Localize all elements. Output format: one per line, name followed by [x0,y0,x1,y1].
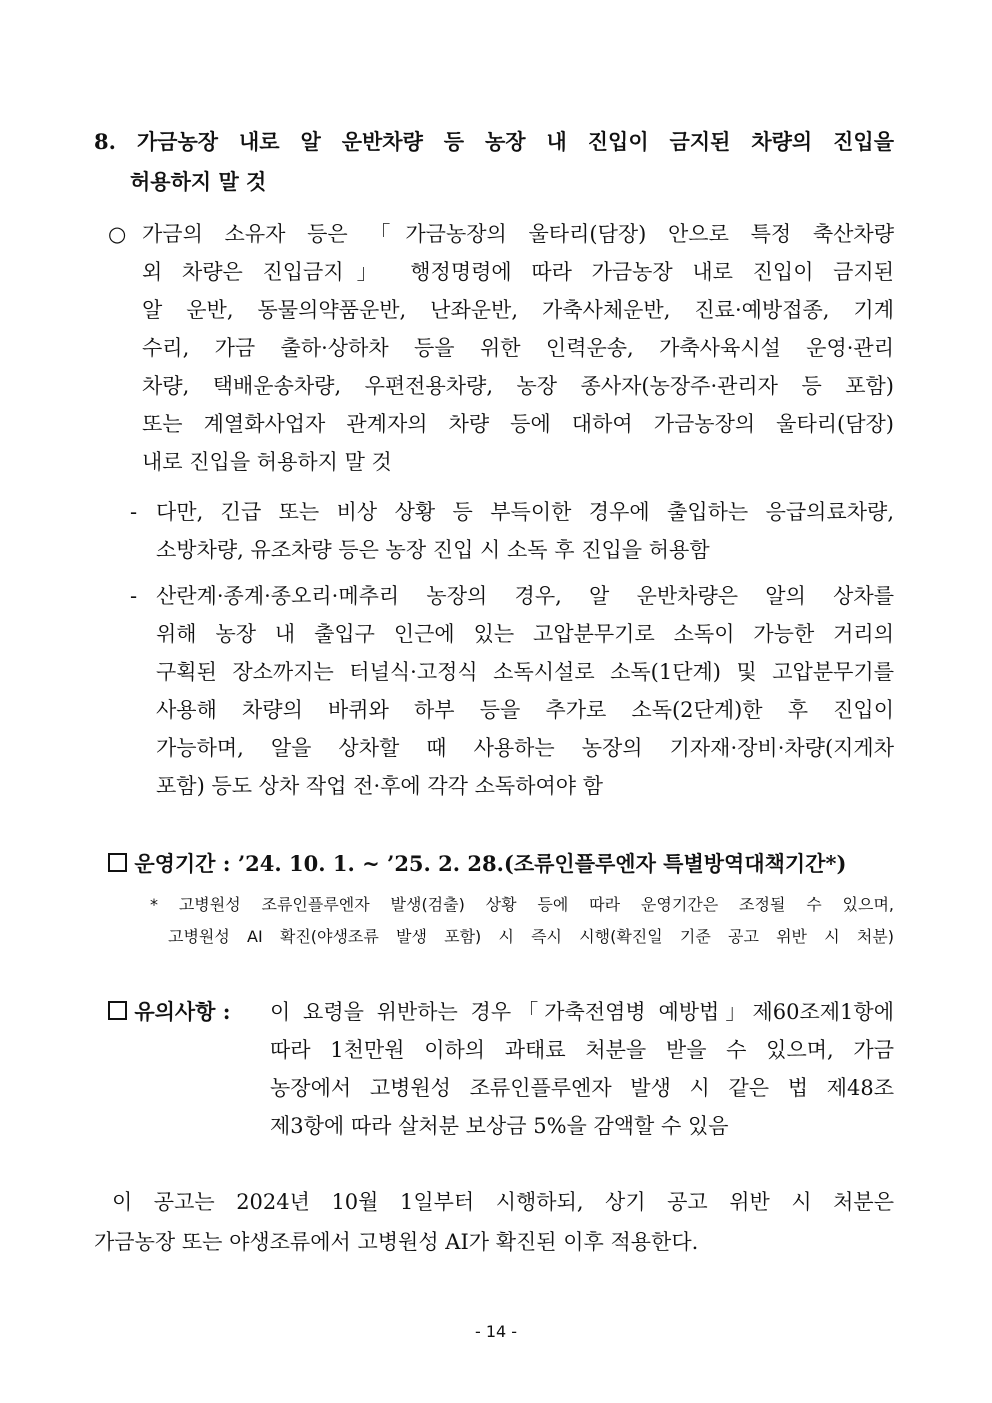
dash1-line: 다만, 긴급 또는 비상 상황 등 부득이한 경우에 출입하는 응급의료차량, [156,500,894,524]
period-value: ’24. 10. 1. ~ ’25. 2. 28.(조류인플루엔자 특별방역대책기간*) [237,851,847,876]
period-note-line1: * 고병원성 조류인플루엔자 발생(검출) 상황 등에 따라 운영기간은 조정될 수 있으며, [150,895,894,914]
closing-line2: 가금농장 또는 야생조류에서 고병원성 AI가 확진된 이후 적용한다. [94,1230,699,1254]
checkbox-square-icon [108,1001,127,1020]
bullet-line: 외 차량은 진입금지」 행정명령에 따라 가금농장 내로 진입이 금지된 [142,260,894,284]
dash1-line: 소방차량, 유조차량 등은 농장 진입 시 소독 후 진입을 허용함 [156,538,710,562]
bullet-line: 내로 진입을 허용하지 말 것 [142,450,392,474]
section-heading [94,128,894,156]
dash2-line: 산란계·종계·종오리·메추리 농장의 경우, 알 운반차량은 알의 상차를 [156,584,894,608]
section-number: 8. [94,129,116,154]
page-number: - 14 - [474,1322,518,1341]
period-label: 운영기간 [134,851,216,876]
bullet-line: 차량, 택배운송차량, 우편전용차량, 농장 종사자(농장주·관리자 등 포함) [142,374,894,398]
bullet-line: 수리, 가금 출하·상하차 등을 위한 인력운송, 가축사육시설 운영·관리 [142,336,894,360]
caution-label: 유의사항 [134,999,216,1024]
dash2-line: 구획된 장소까지는 터널식·고정식 소독시설로 소독(1단계) 및 고압분무기를 [156,660,894,684]
period-note-line2: 고병원성 AI 확진(야생조류 발생 포함) 시 즉시 시행(확진일 기준 공고 위반 시 처분) [168,927,894,946]
caution-line: 농장에서 고병원성 조류인플루엔자 발생 시 같은 법 제48조 [270,1076,894,1100]
section-title-line2: 허용하지 말 것 [130,169,267,194]
caution-line: 제3항에 따라 살처분 보상금 5%을 감액할 수 있음 [270,1114,729,1138]
bullet-line: 또는 계열화사업자 관계자의 차량 등에 대하여 가금농장의 울타리(담장) [142,412,894,436]
caution-line: 이 요령을 위반하는 경우「가축전염병 예방법」제60조제1항에 [270,1000,894,1024]
section-title-line1: 가금농장 내로 알 운반차량 등 농장 내 진입이 금지된 차량의 진입을 [136,129,894,154]
dash2-line: 포함) 등도 상차 작업 전·후에 각각 소독하여야 함 [156,774,604,798]
dash2-line: 위해 농장 내 출입구 인근에 있는 고압분무기로 소독이 가능한 거리의 [156,622,894,646]
dash-bullet-icon: - [130,500,138,524]
dash2-line: 사용해 차량의 바퀴와 하부 등을 추가로 소독(2단계)한 후 진입이 [156,698,894,722]
circle-bullet-icon: ○ [108,222,127,246]
bullet-line: 가금의 소유자 등은 「가금농장의 울타리(담장) 안으로 특정 축산차량 [142,222,894,246]
closing-line1: 이 공고는 2024년 10월 1일부터 시행하되, 상기 공고 위반 시 처분은 [112,1190,894,1214]
dash2-line: 가능하며, 알을 상차할 때 사용하는 농장의 기자재·장비·차량(지게차 [156,736,894,760]
dash-bullet-icon: - [130,584,138,608]
period-row [108,850,846,878]
checkbox-square-icon [108,853,127,872]
caution-line: 따라 1천만원 이하의 과태료 처분을 받을 수 있으며, 가금 [270,1038,894,1062]
caution-colon: : [222,999,231,1024]
period-colon: : [222,851,231,876]
bullet-line: 알 운반, 동물의약품운반, 난좌운반, 가축사체운반, 진료·예방접종, 기계 [142,298,894,322]
caution-row [108,998,231,1026]
